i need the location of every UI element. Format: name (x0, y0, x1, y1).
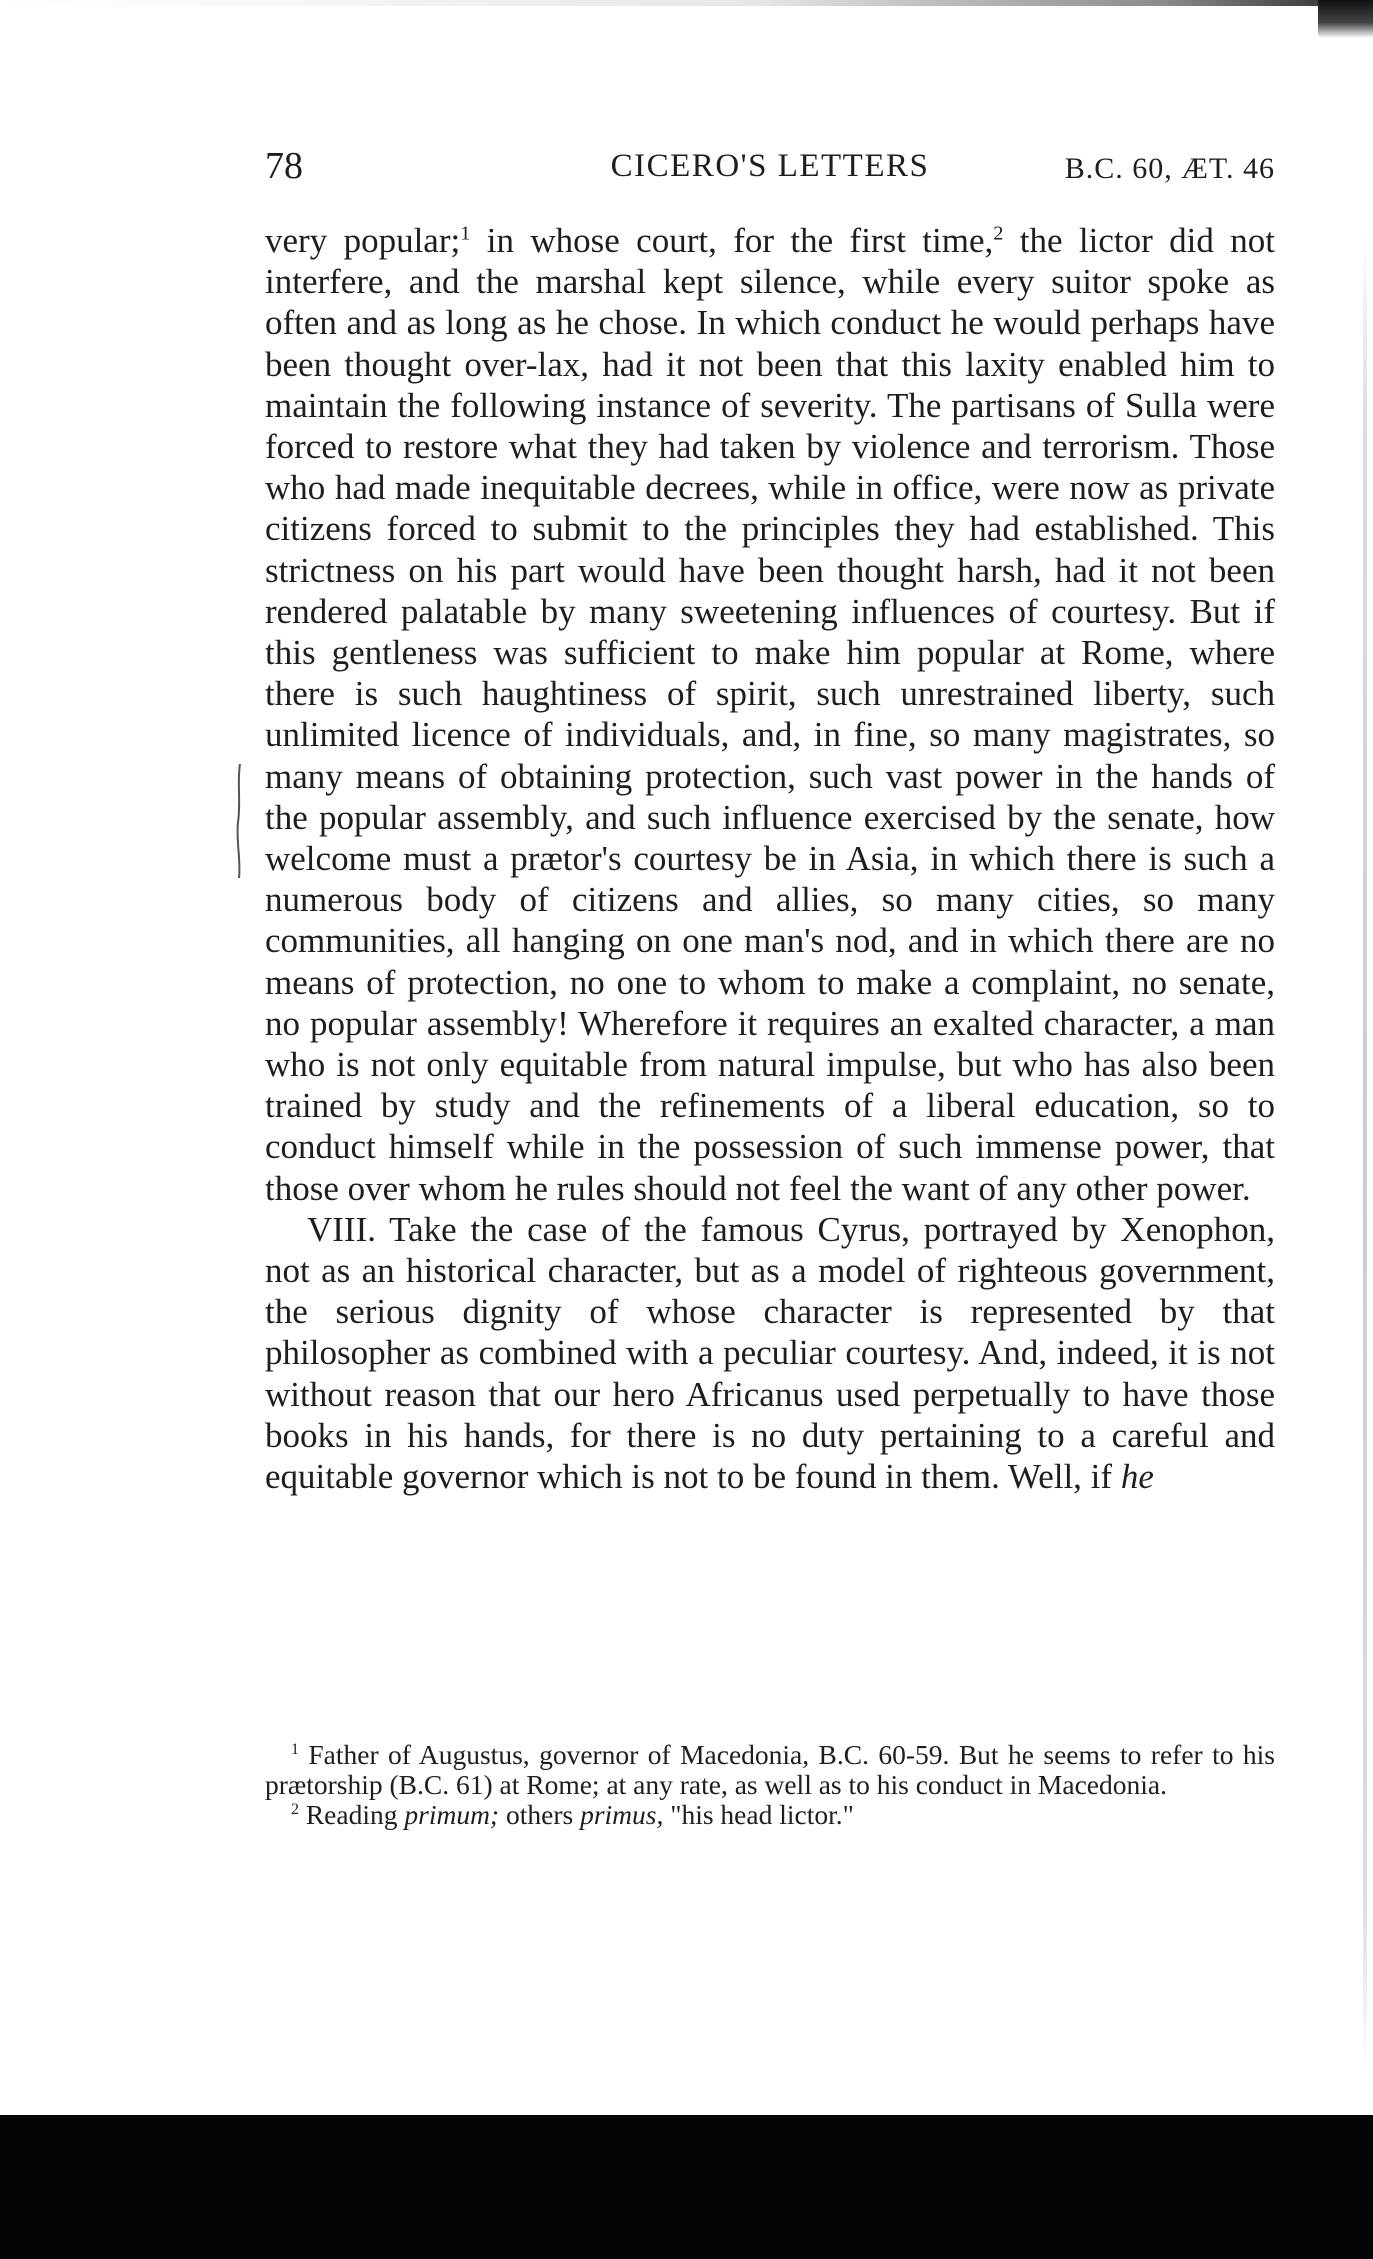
footnote-2: $^2$ Reading primum; others primus, "his head lictor." (291, 1799, 854, 1830)
paragraph-2: VIII. Take the case of the famous Cyrus, portrayed by Xenophon, not as an historical character, but as a model of righteous government, the serious dignity of whose character is represented by that philosopher as combined with a peculiar courtesy. And, indeed, it is not without reason that our hero Africanus used perpetually to have those books in his hands, for there is no duty pertaining to a careful and equitable governor which is not to be found in them. Well, if he (265, 1209, 1275, 1497)
footnote-1: $^1$ Father of Augustus, governor of Macedonia, B.C. 60-59. But he seems to refer to his prætorship (B.C. 61) at Rome; at any rate, as well as to his conduct in Macedonia. (265, 1739, 1275, 1800)
page-edge-shadow (1363, 230, 1367, 2080)
footnote-ref-1: 1 (460, 222, 471, 245)
footnote-ref-2: 2 (993, 222, 1004, 245)
running-title: CICERO'S LETTERS (610, 148, 930, 184)
scan-bottom-edge (0, 2115, 1373, 2259)
top-edge-rule (0, 0, 1373, 6)
footnotes (265, 1740, 1275, 1830)
page-number: 78 (265, 145, 303, 187)
margin-pencil-mark (233, 762, 247, 880)
main-text (265, 220, 1275, 1497)
paragraph-1: very popular;$^1$ in whose court, for the first time,$^2$ the lictor did not interfere, and the marshal kept silence, while every suitor spoke as often and as long as he chose. In which conduct he would perhaps have been thought over-lax, had it not been that this laxity enabled him to maintain the following instance of severity. The partisans of Sulla were forced to restore what they had taken by violence and terrorism. Those who had made inequitable decrees, while in office, were now as private citizens forced to submit to the principles they had established. This strictness on his part would have been thought harsh, had it not been rendered palatable by many sweetening influences of courtesy. But if this gentleness was sufficient to make him popular at Rome, where there is such haughtiness of spirit, such unrestrained liberty, such unlimited licence of individuals, and, in fine, so many magistrates, so many means of obtaining protection, such vast power in the hands of the popular assembly, and such influence exercised by the senate, how welcome must a prætor's courtesy be in Asia, in which there is such a numerous body of citizens and allies, so many cities, so many communities, all hanging on one man's nod, and in which there are no means of protection, no one to whom to make a complaint, no senate, no popular assembly! Wherefore it requires an exalted character, a man who is not only equitable from natural impulse, but who has also been trained by study and the refinements of a liberal education, so to conduct himself while in the possession of such immense power, that those over whom he rules should not feel the want of any other power. (265, 221, 1276, 1208)
date-heading: B.C. 60, ÆT. 46 (1064, 152, 1275, 185)
page-header (265, 130, 1275, 190)
scan-corner-shadow (1318, 0, 1373, 38)
